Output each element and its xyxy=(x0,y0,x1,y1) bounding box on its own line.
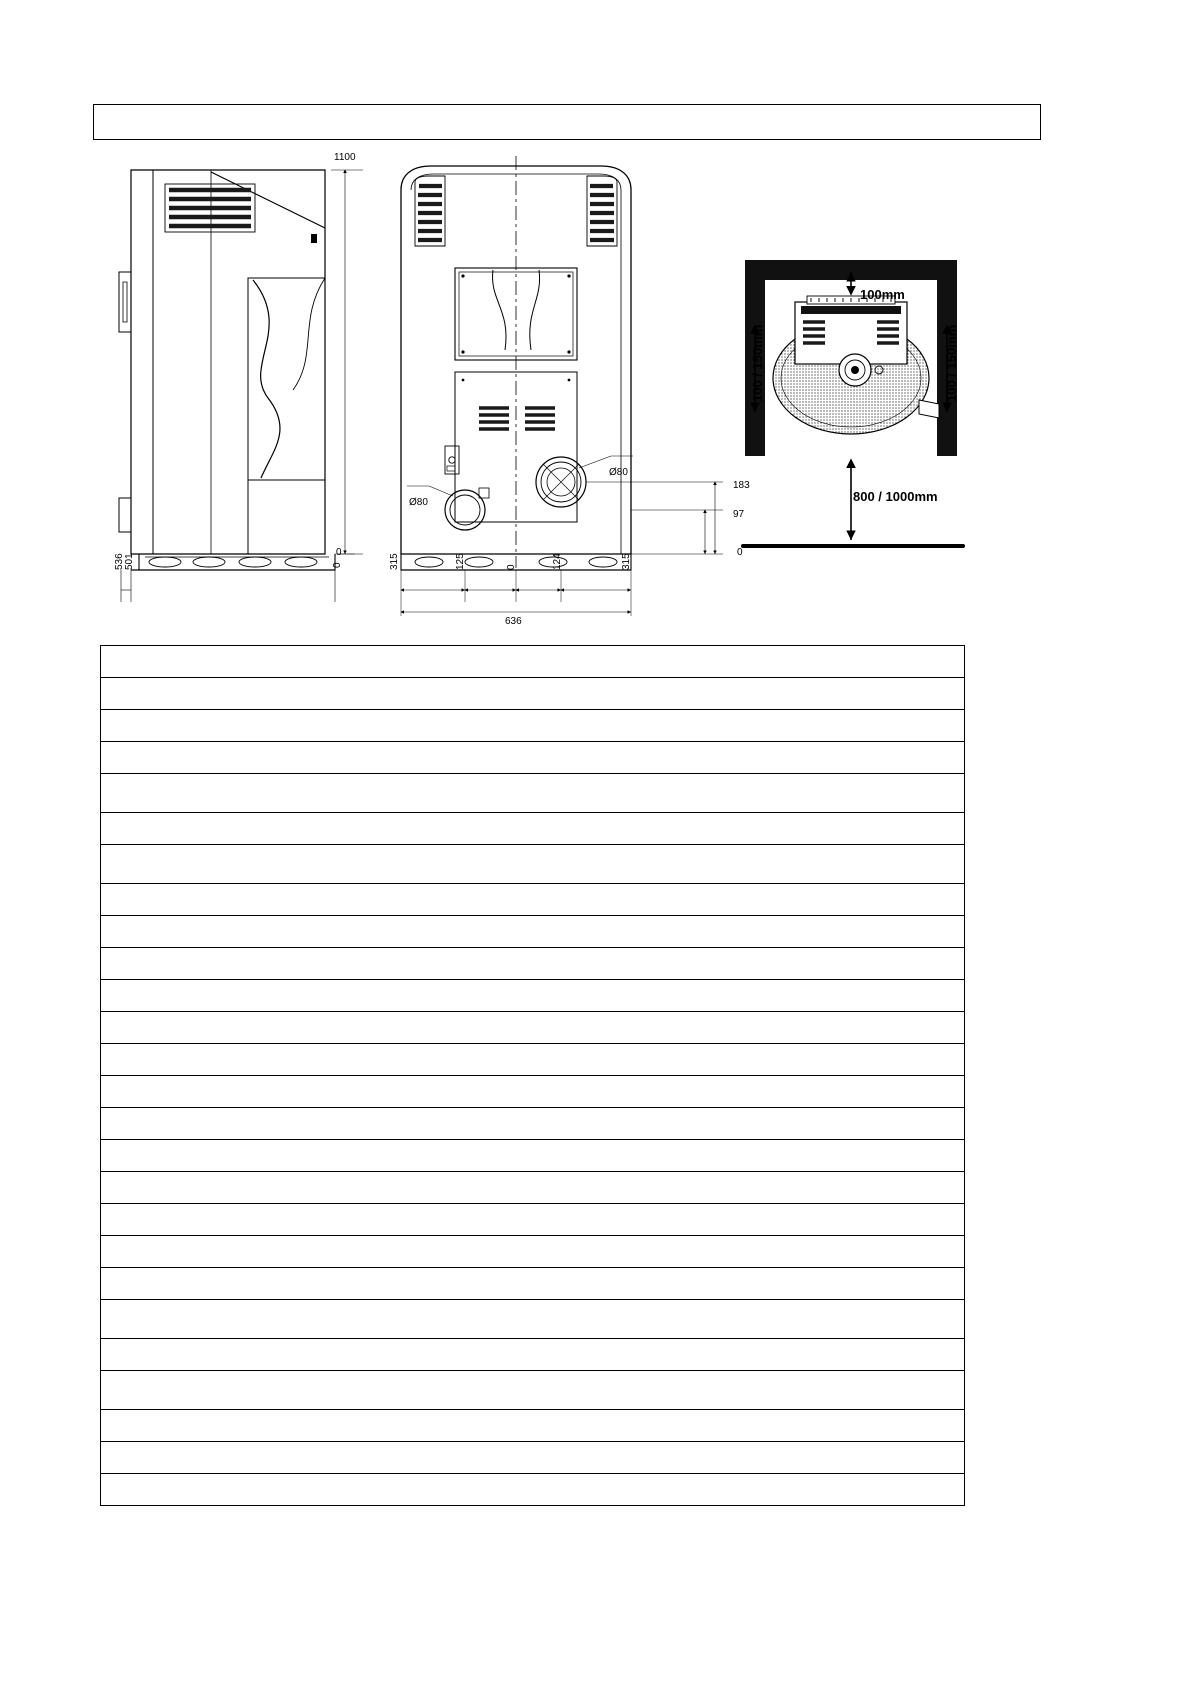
table-cell-label xyxy=(101,774,965,813)
table-row xyxy=(101,1076,965,1108)
dim-side-zero-right: 0 xyxy=(336,547,342,558)
dim-side-height-1100: 1100 xyxy=(334,152,356,163)
table-cell-label xyxy=(101,1172,965,1204)
table-cell-label xyxy=(101,678,965,710)
dim-front-offset-315-left: 315 xyxy=(389,553,400,570)
dim-front-offset-124: 124 xyxy=(552,553,563,570)
table-row xyxy=(101,1300,965,1339)
dim-front-flue-dia-left: Ø80 xyxy=(409,497,428,508)
table-row xyxy=(101,646,965,678)
table-cell-label xyxy=(101,710,965,742)
table-row xyxy=(101,1140,965,1172)
table-row xyxy=(101,710,965,742)
dim-side-depth-536: 536 xyxy=(114,553,125,570)
clearance-top-label: 100mm xyxy=(860,287,905,302)
dim-front-offset-125: 125 xyxy=(455,553,466,570)
table-cell-label xyxy=(101,742,965,774)
table-cell-label xyxy=(101,980,965,1012)
clearance-left-label: 100 / 150mm xyxy=(750,324,765,402)
dim-front-offset-315-right: 315 xyxy=(621,553,632,570)
clearance-right-label: 100 / 150mm xyxy=(944,324,959,402)
dim-front-width-636: 636 xyxy=(505,616,522,627)
table-row xyxy=(101,845,965,884)
table-cell-label xyxy=(101,1012,965,1044)
table-cell-label xyxy=(101,916,965,948)
table-row xyxy=(101,678,965,710)
table-row xyxy=(101,774,965,813)
table-cell-label xyxy=(101,1076,965,1108)
table-row xyxy=(101,1410,965,1442)
table-cell-label xyxy=(101,1236,965,1268)
specification-table-body xyxy=(101,646,965,1506)
table-row xyxy=(101,1012,965,1044)
table-cell-label xyxy=(101,1044,965,1076)
table-row xyxy=(101,1268,965,1300)
table-row xyxy=(101,1442,965,1474)
dim-front-height-97: 97 xyxy=(733,509,745,520)
table-cell-label xyxy=(101,1300,965,1339)
dim-front-flue-dia-right: Ø80 xyxy=(609,467,628,478)
clearance-front-label: 800 / 1000mm xyxy=(853,489,938,504)
front-view-geometry xyxy=(401,156,723,616)
table-cell-label xyxy=(101,1140,965,1172)
table-cell-label xyxy=(101,1442,965,1474)
table-cell-label xyxy=(101,1339,965,1371)
table-row xyxy=(101,742,965,774)
technical-drawings xyxy=(93,150,1041,630)
table-row xyxy=(101,916,965,948)
table-row xyxy=(101,1044,965,1076)
specification-table xyxy=(100,645,965,1506)
table-row xyxy=(101,1204,965,1236)
table-row xyxy=(101,1339,965,1371)
table-row xyxy=(101,948,965,980)
table-row xyxy=(101,1108,965,1140)
table-cell-label xyxy=(101,813,965,845)
table-cell-label xyxy=(101,948,965,980)
table-row xyxy=(101,1474,965,1506)
table-row xyxy=(101,1236,965,1268)
table-cell-label xyxy=(101,884,965,916)
dim-front-height-183: 183 xyxy=(733,480,750,491)
table-row xyxy=(101,1172,965,1204)
table-cell-label xyxy=(101,1268,965,1300)
dim-side-depth-501: 501 xyxy=(124,553,135,570)
table-row xyxy=(101,1371,965,1410)
table-cell-label xyxy=(101,1474,965,1506)
dim-front-center-zero: 0 xyxy=(506,564,517,570)
side-view-geometry xyxy=(119,170,363,602)
table-row xyxy=(101,980,965,1012)
header-bar xyxy=(93,104,1041,140)
drawing-svg xyxy=(93,150,1041,630)
dim-front-base-zero: 0 xyxy=(737,547,743,558)
table-row xyxy=(101,884,965,916)
dim-side-zero-bottom: 0 xyxy=(332,562,343,568)
header-title xyxy=(94,105,1040,123)
table-cell-label xyxy=(101,1108,965,1140)
table-cell-label xyxy=(101,1204,965,1236)
table-cell-label xyxy=(101,845,965,884)
table-cell-label xyxy=(101,646,965,678)
table-cell-label xyxy=(101,1410,965,1442)
table-row xyxy=(101,813,965,845)
table-cell-label xyxy=(101,1371,965,1410)
